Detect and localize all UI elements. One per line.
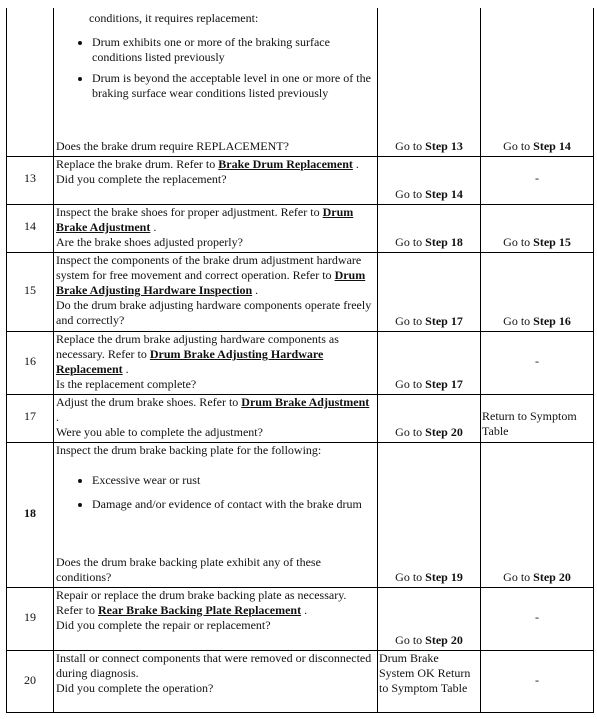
no-action: - bbox=[535, 610, 539, 624]
procedure-link[interactable]: Drum Brake Adjusting Hardware Inspection bbox=[56, 268, 366, 297]
question-text: Were you able to complete the adjustment? bbox=[56, 425, 263, 439]
no-action: - bbox=[535, 354, 539, 368]
row-step-20: Install or connect components that were removed or disconnected during diagnosis. Did you complete the operation? bbox=[56, 651, 374, 696]
no-action: - bbox=[535, 171, 539, 185]
yes-action: Go to Step 17 bbox=[395, 377, 463, 391]
step-number: 18 bbox=[24, 506, 36, 520]
row-step-18 bbox=[56, 443, 374, 586]
step-link[interactable]: Step 18 bbox=[425, 235, 463, 249]
procedure-link[interactable]: Rear Brake Backing Plate Replacement bbox=[97, 603, 302, 617]
no-action: Go to Step 20 bbox=[503, 570, 571, 584]
step-number: 19 bbox=[24, 610, 36, 624]
step-number: 17 bbox=[24, 409, 36, 423]
list-item: • Damage and/or evidence of contact with the brake drum bbox=[92, 497, 374, 512]
step-link[interactable]: Step 20 bbox=[425, 633, 463, 647]
step-number: 20 bbox=[24, 673, 36, 687]
step-link[interactable]: Step 13 bbox=[425, 139, 463, 153]
step-number: 15 bbox=[24, 283, 36, 297]
row-step-17: Adjust the drum brake shoes. Refer to Drum Brake Adjustment . Were you able to complete the adjustment? bbox=[56, 395, 374, 440]
step-number: 13 bbox=[24, 171, 36, 185]
step-link[interactable]: Step 16 bbox=[533, 314, 571, 328]
no-action[interactable]: Return to Symptom Table bbox=[482, 409, 577, 438]
row-step-15: Inspect the components of the brake drum adjustment hardware system for free movement and correct operation. Refer to Drum Brake Adjusting Hardware Inspection . Do the drum brake adjusting hardware components operate freely and correctly? bbox=[56, 253, 376, 328]
yes-action: Go to Step 19 bbox=[395, 570, 463, 584]
row-step-16: Replace the drum brake adjusting hardware components as necessary. Refer to Drum Brake Adjusting Hardware Replacement . Is the replacement complete? bbox=[56, 332, 376, 392]
diagnostic-table bbox=[6, 8, 594, 713]
yes-action: Go to Step 18 bbox=[395, 235, 463, 249]
yes-action: Go to Step 14 bbox=[395, 187, 463, 201]
step-link[interactable]: Step 15 bbox=[533, 235, 571, 249]
list-item: • Drum is beyond the acceptable level in one or more of the braking surface wear conditions listed previously bbox=[92, 71, 374, 101]
procedure-link[interactable]: Drum Brake Adjusting Hardware Replacement bbox=[56, 347, 324, 376]
procedure-link[interactable]: Brake Drum Replacement bbox=[218, 157, 353, 171]
no-action: Go to Step 16 bbox=[503, 314, 571, 328]
yes-action[interactable]: Drum Brake System OK Return to Symptom Table bbox=[379, 651, 471, 695]
list-item: • Excessive wear or rust bbox=[92, 473, 374, 488]
question-text: Does the drum brake backing plate exhibit any of these conditions? bbox=[56, 555, 321, 584]
step-number: 14 bbox=[24, 219, 36, 233]
procedure-link[interactable]: Drum Brake Adjustment bbox=[241, 395, 370, 409]
intro-text: conditions, it requires replacement: bbox=[89, 11, 259, 25]
question-text: Did you complete the repair or replacement? bbox=[56, 618, 271, 632]
yes-action: Go to Step 20 bbox=[395, 633, 463, 647]
bullet-list bbox=[56, 35, 374, 101]
step-number: 16 bbox=[24, 354, 36, 368]
row-step-13: Replace the brake drum. Refer to Brake Drum Replacement . Did you complete the replacement? bbox=[56, 157, 374, 187]
step-link[interactable]: Step 20 bbox=[533, 570, 571, 584]
no-action: Go to Step 14 bbox=[503, 139, 571, 153]
row-continuation bbox=[56, 11, 374, 155]
step-link[interactable]: Step 20 bbox=[425, 425, 463, 439]
yes-action: Go to Step 17 bbox=[395, 314, 463, 328]
step-link[interactable]: Step 17 bbox=[425, 377, 463, 391]
yes-action: Go to Step 13 bbox=[395, 139, 463, 153]
yes-action: Go to Step 20 bbox=[395, 425, 463, 439]
row-step-19: Repair or replace the drum brake backing plate as necessary. Refer to Rear Brake Backing Plate Replacement . Did you complete the repair or replacement? bbox=[56, 588, 376, 633]
bullet-list bbox=[56, 473, 374, 512]
row-step-14: Inspect the brake shoes for proper adjustment. Refer to Drum Brake Adjustment . Are the brake shoes adjusted properly? bbox=[56, 205, 374, 250]
question-text: Did you complete the replacement? bbox=[56, 172, 227, 186]
step-link[interactable]: Step 17 bbox=[425, 314, 463, 328]
intro-text: Inspect the drum brake backing plate for the following: bbox=[56, 443, 322, 457]
step-link[interactable]: Step 19 bbox=[425, 570, 463, 584]
question-text: Does the brake drum require REPLACEMENT? bbox=[56, 139, 289, 153]
no-action: Go to Step 15 bbox=[503, 235, 571, 249]
procedure-link[interactable]: Drum Brake Adjustment bbox=[56, 205, 354, 234]
question-text: Did you complete the operation? bbox=[56, 681, 214, 695]
question-text: Are the brake shoes adjusted properly? bbox=[56, 235, 243, 249]
step-link[interactable]: Step 14 bbox=[425, 187, 463, 201]
question-text: Is the replacement complete? bbox=[56, 377, 197, 391]
step-link[interactable]: Step 14 bbox=[533, 139, 571, 153]
question-text: Do the drum brake adjusting hardware components operate freely and correctly? bbox=[56, 298, 372, 327]
list-item: • Drum exhibits one or more of the braking surface conditions listed previously bbox=[92, 35, 374, 65]
no-action: - bbox=[535, 673, 539, 687]
